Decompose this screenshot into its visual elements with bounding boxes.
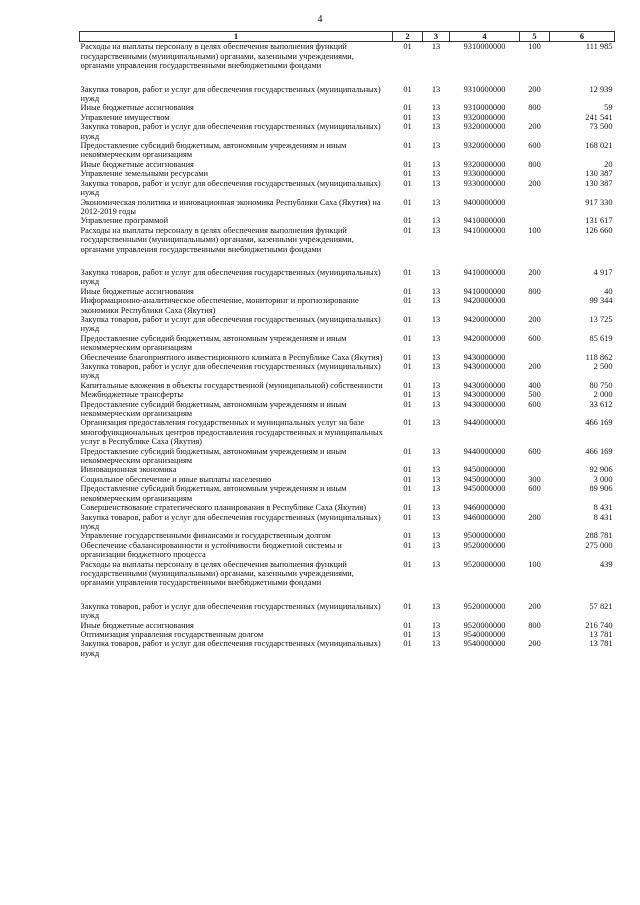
column-header: 6 bbox=[550, 32, 615, 42]
target-article-code: 9430000000 bbox=[463, 362, 506, 371]
subsection-code: 13 bbox=[431, 620, 441, 630]
expense-item-name: Закупка товаров, работ и услуг для обеспечения государственных (муниципальных) нужд bbox=[80, 314, 381, 334]
amount-value: 130 387 bbox=[585, 178, 613, 188]
target-article-code: 9320000000 bbox=[463, 122, 506, 132]
amount-value: 439 bbox=[599, 559, 613, 569]
table-row bbox=[80, 541, 615, 560]
expense-item-name: Информационно-аналитическое обеспечение, мониторинг и прогнозирование экономики Республики Саха (Якутия) bbox=[80, 296, 359, 315]
expense-item-name: Предоставление субсидий бюджетным, автономным учреждениям и иным некоммерческим организациям bbox=[80, 141, 347, 160]
target-article-code: 9320000000 bbox=[463, 159, 506, 169]
expense-item-name: Предоставление субсидий бюджетным, автономным учреждениям и иным некоммерческим организациям bbox=[80, 333, 347, 353]
table-row bbox=[80, 296, 615, 315]
table-row bbox=[80, 141, 615, 160]
amount-value: 89 906 bbox=[589, 484, 613, 494]
table-row bbox=[80, 287, 615, 296]
amount-value: 275 000 bbox=[585, 540, 613, 550]
expense-type-code: 600 bbox=[528, 141, 541, 151]
table-row bbox=[80, 226, 615, 254]
subsection-code: 13 bbox=[431, 390, 441, 400]
target-article-code: 9520000000 bbox=[463, 620, 506, 630]
expense-item-name: Закупка товаров, работ и услуг для обеспечения государственных (муниципальных) нужд bbox=[80, 122, 381, 141]
table-row bbox=[80, 447, 615, 466]
target-article-code: 9450000000 bbox=[463, 465, 506, 475]
subsection-code: 13 bbox=[431, 296, 441, 306]
amount-value: 288 781 bbox=[585, 531, 613, 541]
target-article-code: 9430000000 bbox=[463, 352, 506, 362]
target-article-code: 9520000000 bbox=[463, 540, 506, 550]
subsection-code: 13 bbox=[431, 197, 441, 207]
target-article-code: 9460000000 bbox=[463, 512, 506, 522]
expense-type-code: 200 bbox=[528, 601, 541, 611]
target-article-code: 9320000000 bbox=[463, 112, 506, 122]
section-code: 01 bbox=[403, 122, 412, 132]
amount-value: 85 619 bbox=[589, 333, 613, 343]
expense-type-code bbox=[520, 531, 550, 540]
amount-value: 3 000 bbox=[593, 474, 613, 484]
table-row bbox=[80, 42, 615, 71]
section-code: 01 bbox=[403, 197, 412, 207]
subsection-code: 13 bbox=[431, 531, 441, 541]
target-article-code: 9440000000 bbox=[463, 446, 506, 456]
subsection-code: 13 bbox=[431, 103, 441, 113]
expense-type-code: 200 bbox=[528, 84, 541, 94]
amount-value: 130 387 bbox=[585, 169, 613, 179]
expense-type-code: 200 bbox=[528, 314, 541, 324]
table-row bbox=[80, 362, 615, 381]
expense-type-code: 600 bbox=[528, 399, 541, 409]
expense-item-name: Межбюджетные трансферты bbox=[80, 390, 184, 400]
amount-value: 12 939 bbox=[589, 84, 613, 94]
section-code: 01 bbox=[403, 42, 412, 52]
section-code: 01 bbox=[403, 380, 412, 390]
target-article-code: 9420000000 bbox=[463, 314, 506, 324]
section-code: 01 bbox=[403, 559, 412, 569]
column-number-header bbox=[80, 32, 615, 42]
expense-type-code: 800 bbox=[528, 620, 541, 630]
subsection-code: 13 bbox=[431, 465, 441, 475]
expense-item-name: Совершенствование стратегического планирования в Республике Саха (Якутия) bbox=[80, 503, 367, 513]
amount-value: 168 021 bbox=[585, 141, 613, 151]
expense-item-name: Предоставление субсидий бюджетным, автономным учреждениям и иным некоммерческим организациям bbox=[80, 399, 347, 419]
section-code: 01 bbox=[403, 178, 412, 188]
expense-type-code: 600 bbox=[528, 484, 541, 494]
target-article-code: 9430000000 bbox=[463, 390, 506, 400]
amount-value: 216 740 bbox=[585, 620, 613, 630]
expense-type-code: 300 bbox=[528, 474, 541, 484]
table-row bbox=[80, 465, 615, 474]
expense-item-name: Обеспечение благоприятного инвестиционного климата в Республике Саха (Якутия) bbox=[80, 352, 383, 362]
expense-item-name: Расходы на выплаты персоналу в целях обеспечения выполнения функций государственными (муниципальными) органами, казенными учреждениями, органами управления государственными внебюджетными фондами bbox=[80, 225, 354, 254]
table-row bbox=[80, 639, 615, 658]
amount-value: 131 617 bbox=[585, 216, 613, 226]
expense-type-code bbox=[520, 465, 550, 474]
amount-value: 80 750 bbox=[589, 380, 613, 390]
amount-value: 92 906 bbox=[589, 465, 613, 475]
amount-value: 13 781 bbox=[589, 629, 613, 639]
section-code: 01 bbox=[403, 503, 412, 513]
section-code: 01 bbox=[403, 286, 412, 296]
expense-item-name: Экономическая политика и инновационная экономика Республики Саха (Якутия) на 2012-2019 годы bbox=[80, 197, 381, 216]
table-row bbox=[80, 113, 615, 122]
section-code: 01 bbox=[403, 639, 412, 649]
row-spacer-cell bbox=[80, 588, 615, 602]
target-article-code: 9460000000 bbox=[463, 503, 506, 513]
section-code: 01 bbox=[403, 216, 412, 226]
amount-value: 8 431 bbox=[593, 503, 613, 513]
table-row bbox=[80, 169, 615, 178]
subsection-code: 13 bbox=[431, 559, 441, 569]
expense-item-name: Предоставление субсидий бюджетным, автономным учреждениям и иным некоммерческим организациям bbox=[80, 484, 347, 503]
column-header: 4 bbox=[450, 32, 520, 42]
table-row bbox=[80, 85, 615, 104]
expense-type-code bbox=[520, 418, 550, 446]
expense-item-name: Инновационная экономика bbox=[80, 465, 177, 475]
table-row bbox=[80, 198, 615, 217]
subsection-code: 13 bbox=[431, 112, 441, 122]
section-code: 01 bbox=[403, 333, 412, 343]
amount-value: 13 781 bbox=[589, 639, 613, 649]
section-code: 01 bbox=[403, 352, 412, 362]
expense-type-code: 200 bbox=[528, 512, 541, 522]
table-row bbox=[80, 475, 615, 484]
target-article-code: 9430000000 bbox=[463, 399, 506, 409]
amount-value: 466 169 bbox=[585, 446, 613, 456]
expense-item-name: Обеспечение сбалансированности и устойчивости бюджетной системы и организации бюджетного процесса bbox=[80, 540, 342, 560]
subsection-code: 13 bbox=[431, 639, 441, 649]
subsection-code: 13 bbox=[431, 216, 441, 226]
expense-item-name: Расходы на выплаты персоналу в целях обеспечения выполнения функций государственными (муниципальными) органами, казенными учреждениями, органами управления государственными внебюджетными фондами bbox=[80, 42, 354, 71]
target-article-code: 9410000000 bbox=[463, 216, 506, 226]
amount-value: 2 500 bbox=[593, 362, 613, 371]
column-header: 5 bbox=[520, 32, 550, 42]
expense-item-name: Управление земельными ресурсами bbox=[80, 169, 209, 179]
table-row bbox=[80, 560, 615, 588]
section-code: 01 bbox=[403, 620, 412, 630]
expense-type-code: 200 bbox=[528, 362, 541, 371]
expense-type-code bbox=[520, 216, 550, 225]
expense-type-code bbox=[520, 630, 550, 639]
expense-type-code bbox=[520, 541, 550, 560]
section-code: 01 bbox=[403, 629, 412, 639]
amount-value: 118 862 bbox=[585, 352, 613, 362]
amount-value: 241 541 bbox=[585, 112, 613, 122]
expense-type-code: 100 bbox=[528, 225, 541, 235]
expense-type-code: 500 bbox=[528, 390, 541, 400]
subsection-code: 13 bbox=[431, 225, 441, 235]
target-article-code: 9440000000 bbox=[463, 418, 506, 428]
section-code: 01 bbox=[403, 531, 412, 541]
expense-item-name: Закупка товаров, работ и услуг для обеспечения государственных (муниципальных) нужд bbox=[80, 267, 381, 287]
expense-item-name: Управление государственными финансами и государственным долгом bbox=[80, 531, 331, 541]
expense-type-code bbox=[520, 169, 550, 178]
section-code: 01 bbox=[403, 267, 412, 277]
section-code: 01 bbox=[403, 512, 412, 522]
expense-type-code: 200 bbox=[528, 122, 541, 132]
expense-item-name: Предоставление субсидий бюджетным, автономным учреждениям и иным некоммерческим организациям bbox=[80, 446, 347, 466]
section-code: 01 bbox=[403, 112, 412, 122]
expense-item-name: Управление имуществом bbox=[80, 112, 170, 122]
page-number: 4 bbox=[317, 14, 323, 25]
table-row bbox=[80, 484, 615, 503]
expense-item-name: Закупка товаров, работ и услуг для обеспечения государственных (муниципальных) нужд bbox=[80, 601, 381, 621]
expense-item-name: Иные бюджетные ассигнования bbox=[80, 620, 194, 630]
target-article-code: 9310000000 bbox=[463, 84, 506, 94]
target-article-code: 9450000000 bbox=[463, 484, 506, 494]
amount-value: 2 000 bbox=[593, 390, 613, 400]
expense-item-name: Иные бюджетные ассигнования bbox=[80, 103, 194, 113]
table-row bbox=[80, 122, 615, 141]
subsection-code: 13 bbox=[431, 42, 441, 52]
target-article-code: 9520000000 bbox=[463, 559, 506, 569]
target-article-code: 9520000000 bbox=[463, 601, 506, 611]
amount-value: 73 500 bbox=[589, 122, 613, 132]
subsection-code: 13 bbox=[431, 601, 441, 611]
table-row bbox=[80, 418, 615, 446]
row-spacer-cell bbox=[80, 254, 615, 268]
expense-type-code bbox=[520, 353, 550, 362]
column-header: 2 bbox=[393, 32, 423, 42]
amount-value: 13 725 bbox=[589, 314, 613, 324]
amount-value: 8 431 bbox=[593, 512, 613, 522]
subsection-code: 13 bbox=[431, 178, 441, 188]
table-row bbox=[80, 513, 615, 532]
target-article-code: 9410000000 bbox=[463, 286, 506, 296]
subsection-code: 13 bbox=[431, 314, 441, 324]
section-code: 01 bbox=[403, 84, 412, 94]
expense-item-name: Оптимизация управления государственным долгом bbox=[80, 629, 264, 639]
expense-type-code: 800 bbox=[528, 103, 541, 113]
expense-item-name: Иные бюджетные ассигнования bbox=[80, 159, 194, 169]
column-header: 1 bbox=[80, 32, 393, 42]
subsection-code: 13 bbox=[431, 84, 441, 94]
section-code: 01 bbox=[403, 169, 412, 179]
subsection-code: 13 bbox=[431, 333, 441, 343]
section-code: 01 bbox=[403, 399, 412, 409]
expense-type-code: 200 bbox=[528, 178, 541, 188]
section-code: 01 bbox=[403, 601, 412, 611]
table-row bbox=[80, 103, 615, 112]
section-code: 01 bbox=[403, 474, 412, 484]
expense-item-name: Организация предоставления государственных и муниципальных услуг на базе многофункциональных центров предоставления государственных и муниципальных услуг в Республике Саха (Якутия) bbox=[80, 418, 383, 447]
amount-value: 917 330 bbox=[585, 197, 613, 207]
row-spacer bbox=[80, 254, 615, 268]
subsection-code: 13 bbox=[431, 352, 441, 362]
amount-value: 126 660 bbox=[585, 225, 613, 235]
target-article-code: 9430000000 bbox=[463, 380, 506, 390]
table-body bbox=[80, 42, 615, 658]
expense-item-name: Иные бюджетные ассигнования bbox=[80, 286, 194, 296]
section-code: 01 bbox=[403, 484, 412, 494]
subsection-code: 13 bbox=[431, 267, 441, 277]
amount-value: 33 612 bbox=[589, 399, 613, 409]
expense-item-name: Закупка товаров, работ и услуг для обеспечения государственных (муниципальных) нужд bbox=[80, 84, 381, 104]
subsection-code: 13 bbox=[431, 418, 441, 428]
subsection-code: 13 bbox=[431, 122, 441, 132]
expense-type-code: 800 bbox=[528, 159, 541, 169]
subsection-code: 13 bbox=[431, 540, 441, 550]
subsection-code: 13 bbox=[431, 362, 441, 371]
amount-value: 59 bbox=[604, 103, 613, 113]
subsection-code: 13 bbox=[431, 169, 441, 179]
expense-item-name: Закупка товаров, работ и услуг для обеспечения государственных (муниципальных) нужд bbox=[80, 178, 381, 198]
target-article-code: 9420000000 bbox=[463, 296, 506, 306]
expense-item-name: Закупка товаров, работ и услуг для обеспечения государственных (муниципальных) нужд bbox=[80, 512, 381, 531]
expense-item-name: Закупка товаров, работ и услуг для обеспечения государственных (муниципальных) нужд bbox=[80, 362, 381, 381]
amount-value: 40 bbox=[604, 286, 613, 296]
target-article-code: 9540000000 bbox=[463, 639, 506, 649]
subsection-code: 13 bbox=[431, 629, 441, 639]
section-code: 01 bbox=[403, 159, 412, 169]
table-row bbox=[80, 315, 615, 334]
target-article-code: 9500000000 bbox=[463, 531, 506, 541]
expense-type-code: 200 bbox=[528, 267, 541, 277]
table-row bbox=[80, 381, 615, 390]
expense-item-name: Закупка товаров, работ и услуг для обеспечения государственных (муниципальных) нужд bbox=[80, 639, 381, 658]
subsection-code: 13 bbox=[431, 380, 441, 390]
table-row bbox=[80, 602, 615, 621]
section-code: 01 bbox=[403, 465, 412, 475]
expense-type-code bbox=[520, 503, 550, 512]
target-article-code: 9310000000 bbox=[463, 42, 506, 52]
target-article-code: 9410000000 bbox=[463, 225, 506, 235]
subsection-code: 13 bbox=[431, 159, 441, 169]
subsection-code: 13 bbox=[431, 503, 441, 513]
section-code: 01 bbox=[403, 418, 412, 428]
expense-type-code bbox=[520, 296, 550, 315]
target-article-code: 9450000000 bbox=[463, 474, 506, 484]
budget-table bbox=[79, 31, 615, 658]
target-article-code: 9540000000 bbox=[463, 629, 506, 639]
amount-value: 111 985 bbox=[585, 42, 613, 52]
target-article-code: 9410000000 bbox=[463, 267, 506, 277]
table-row bbox=[80, 216, 615, 225]
table-row bbox=[80, 503, 615, 512]
section-code: 01 bbox=[403, 314, 412, 324]
column-header: 3 bbox=[423, 32, 450, 42]
target-article-code: 9420000000 bbox=[463, 333, 506, 343]
subsection-code: 13 bbox=[431, 286, 441, 296]
subsection-code: 13 bbox=[431, 484, 441, 494]
subsection-code: 13 bbox=[431, 399, 441, 409]
expense-type-code: 400 bbox=[528, 380, 541, 390]
section-code: 01 bbox=[403, 390, 412, 400]
subsection-code: 13 bbox=[431, 446, 441, 456]
amount-value: 4 917 bbox=[593, 267, 613, 277]
amount-value: 99 344 bbox=[589, 296, 613, 306]
table-row bbox=[80, 531, 615, 540]
target-article-code: 9330000000 bbox=[463, 169, 506, 179]
table-row bbox=[80, 621, 615, 630]
section-code: 01 bbox=[403, 225, 412, 235]
target-article-code: 9400000000 bbox=[463, 197, 506, 207]
expense-type-code: 100 bbox=[528, 42, 541, 52]
subsection-code: 13 bbox=[431, 141, 441, 151]
section-code: 01 bbox=[403, 446, 412, 456]
target-article-code: 9320000000 bbox=[463, 141, 506, 151]
expense-type-code bbox=[520, 198, 550, 217]
subsection-code: 13 bbox=[431, 474, 441, 484]
expense-item-name: Управление программой bbox=[80, 216, 169, 226]
table-row bbox=[80, 630, 615, 639]
row-spacer bbox=[80, 588, 615, 602]
table-row bbox=[80, 353, 615, 362]
table-row bbox=[80, 400, 615, 419]
expense-type-code: 800 bbox=[528, 286, 541, 296]
expense-type-code: 600 bbox=[528, 333, 541, 343]
row-spacer bbox=[80, 71, 615, 85]
section-code: 01 bbox=[403, 362, 412, 371]
expense-type-code: 100 bbox=[528, 559, 541, 569]
amount-value: 57 821 bbox=[589, 601, 613, 611]
row-spacer-cell bbox=[80, 71, 615, 85]
table-row bbox=[80, 160, 615, 169]
expense-item-name: Капитальные вложения в объекты государственной (муниципальной) собственности bbox=[80, 380, 383, 390]
section-code: 01 bbox=[403, 103, 412, 113]
expense-item-name: Социальное обеспечение и иные выплаты населению bbox=[80, 474, 272, 484]
table-row bbox=[80, 268, 615, 287]
section-code: 01 bbox=[403, 141, 412, 151]
section-code: 01 bbox=[403, 296, 412, 306]
expense-type-code bbox=[520, 113, 550, 122]
table-row bbox=[80, 179, 615, 198]
expense-type-code: 600 bbox=[528, 446, 541, 456]
expense-type-code: 200 bbox=[528, 639, 541, 649]
amount-value: 466 169 bbox=[585, 418, 613, 428]
subsection-code: 13 bbox=[431, 512, 441, 522]
target-article-code: 9310000000 bbox=[463, 103, 506, 113]
amount-value: 20 bbox=[604, 159, 613, 169]
expense-item-name: Расходы на выплаты персоналу в целях обеспечения выполнения функций государственными (муниципальными) органами, казенными учреждениями, органами управления государственными внебюджетными фондами bbox=[80, 559, 354, 588]
table-row bbox=[80, 390, 615, 399]
section-code: 01 bbox=[403, 540, 412, 550]
target-article-code: 9330000000 bbox=[463, 178, 506, 188]
table-row bbox=[80, 334, 615, 353]
